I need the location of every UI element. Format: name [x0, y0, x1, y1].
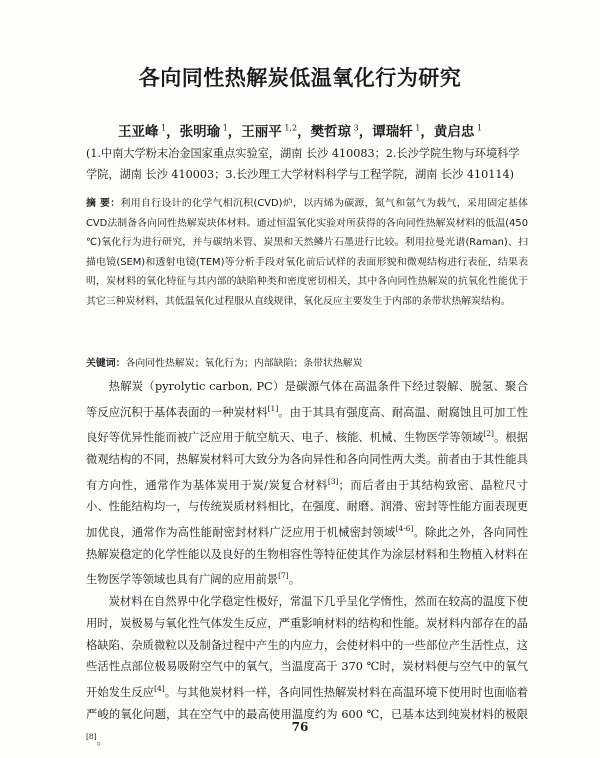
- page-number: 76: [291, 720, 309, 734]
- author-name: 黄启忠: [433, 124, 475, 140]
- paragraph-text: 热解炭（pyrolytic carbon, PC）是碳源气体在高温条件下经过裂解、脱氢、聚合等反应沉积于基体表面的一种炭材料: [86, 380, 528, 419]
- author-list: 王亚峰 $^1$，张明瑜 $^1$，王丽平 $^{1,2}$，樊哲琼 $^3$，谭瑞轩 $^1$，黄启忠 $^1$: [118, 123, 482, 140]
- author-affil-mark: 1: [474, 123, 482, 133]
- paragraph-text: 。根据微观结构的不同，热解炭材料可大致分为各向异性和各向同性两大类。前者由于其性能具有方向性，通常作为基体炭用于炭/炭复合材料: [86, 431, 528, 492]
- abstract-text: 利用自行设计的化学气相沉积(CVD)炉，以丙烯为碳源，氮气和氩气为载气，采用固定基体CVD法制备各向同性热解炭块体材料。通过恒温氧化实验对所获得的各向同性热解炭材料的低温(450 ℃)氧化行为进行研究，并与碳纳米管、炭黑和天然鳞片石墨进行比较。利用拉曼光谱(Raman)、扫描电镜(SEM)和透射电镜(TEM)等分析手段对氧化前后试样的表面形貌和微观结构进行表征，结果表明，炭材料的氧化特征与其内部的缺陷种类和密度密切相关，其中各向同性热解炭的抗氧化性能优于其它三种炭材料，其低温氧化过程服从直线规律，氧化反应主要发生于内部的条带状热解炭结构。: [86, 198, 528, 307]
- citation-ref: [7]: [278, 571, 289, 581]
- keywords: [86, 355, 528, 369]
- author-affil-mark: 3: [351, 123, 359, 133]
- paragraph-text: 。: [288, 573, 300, 587]
- body-text: [86, 376, 528, 751]
- author-name: 谭瑞轩: [372, 124, 413, 140]
- paragraph-text: 。与其他炭材料一样，各向同性热解炭材料在高温环境下使用时也面临着严峻的氧化问题，其在空气中的最高使用温度约为 600 ℃，已基本达到纯炭材料的极限: [86, 685, 528, 721]
- citation-ref: [2]: [483, 429, 494, 439]
- author-name: 张明瑜: [179, 124, 221, 140]
- paragraph-text: 炭材料在自然界中化学稳定性极好，常温下几乎呈化学惰性，然而在较高的温度下使用时，炭极易与氧化性气体发生反应，严重影响材料的结构和性能。炭材料内部存在的晶格缺陷、杂质微粒以及制备过程中产生的内应力，会使材料中的一些部位产生活性点，这些活性点部位极易吸附空气中的氧气，当温度高于 370 ℃时，炭材料便与空气中的氧气开始发生反应: [86, 595, 528, 699]
- abstract-label: 摘 要：: [86, 198, 121, 209]
- citation-ref: [3]: [327, 476, 339, 486]
- paragraph-text: 。由于其具有强度高、耐高温、耐腐蚀且可加工性良好等优异性能而被广泛应用于航空航天、电子、核能、机械、生物医学等领域: [86, 405, 528, 445]
- paragraph-text: 。: [96, 733, 108, 747]
- paragraph-text: 。除此之外，各向同性热解炭稳定的化学性能以及良好的生物相容性等特征使其作为涂层材料和生物植入材料在生物医学等领域也具有广阔的应用前景: [86, 525, 528, 587]
- author-name: 王亚峰: [118, 124, 159, 140]
- author-affil-mark: 1: [158, 123, 167, 133]
- paragraph-text: ；而后者由于其结构致密、晶粒尺寸小、性能结构均一，与传统炭质材料相比，在强度、耐磨、润滑、密封等性能方面表现更加优良，通常作为高性能耐密封材料广泛应用于机械密封领域: [86, 478, 528, 539]
- citation-ref: [4]: [154, 684, 165, 694]
- affiliation: (1.中南大学粉末冶金国家重点实验室，湖南 长沙 410083；2.长沙学院生物与环境科学学院，湖南 长沙 410003；3.长沙理工大学材料科学与工程学院，湖南 长沙 410114): [86, 147, 520, 181]
- author-affil-mark: 1,2: [281, 123, 298, 133]
- author-affil-mark: 1: [220, 123, 228, 133]
- citation-ref: [8]: [86, 731, 97, 741]
- author-name: 王丽平: [241, 124, 282, 140]
- paper-title: 各向同性热解炭低温氧化行为研究: [138, 66, 462, 90]
- author-affil-mark: 1: [412, 123, 421, 133]
- keywords-text: 各向同性热解炭；氧化行为；内部缺陷；条带状热解炭: [125, 358, 363, 369]
- citation-ref: [1]: [267, 403, 279, 413]
- author-name: 樊哲琼: [310, 124, 352, 140]
- paragraph: [86, 376, 528, 591]
- citation-ref: [4-6]: [395, 524, 414, 534]
- abstract: [86, 194, 528, 311]
- keywords-label: 关键词：: [86, 358, 126, 369]
